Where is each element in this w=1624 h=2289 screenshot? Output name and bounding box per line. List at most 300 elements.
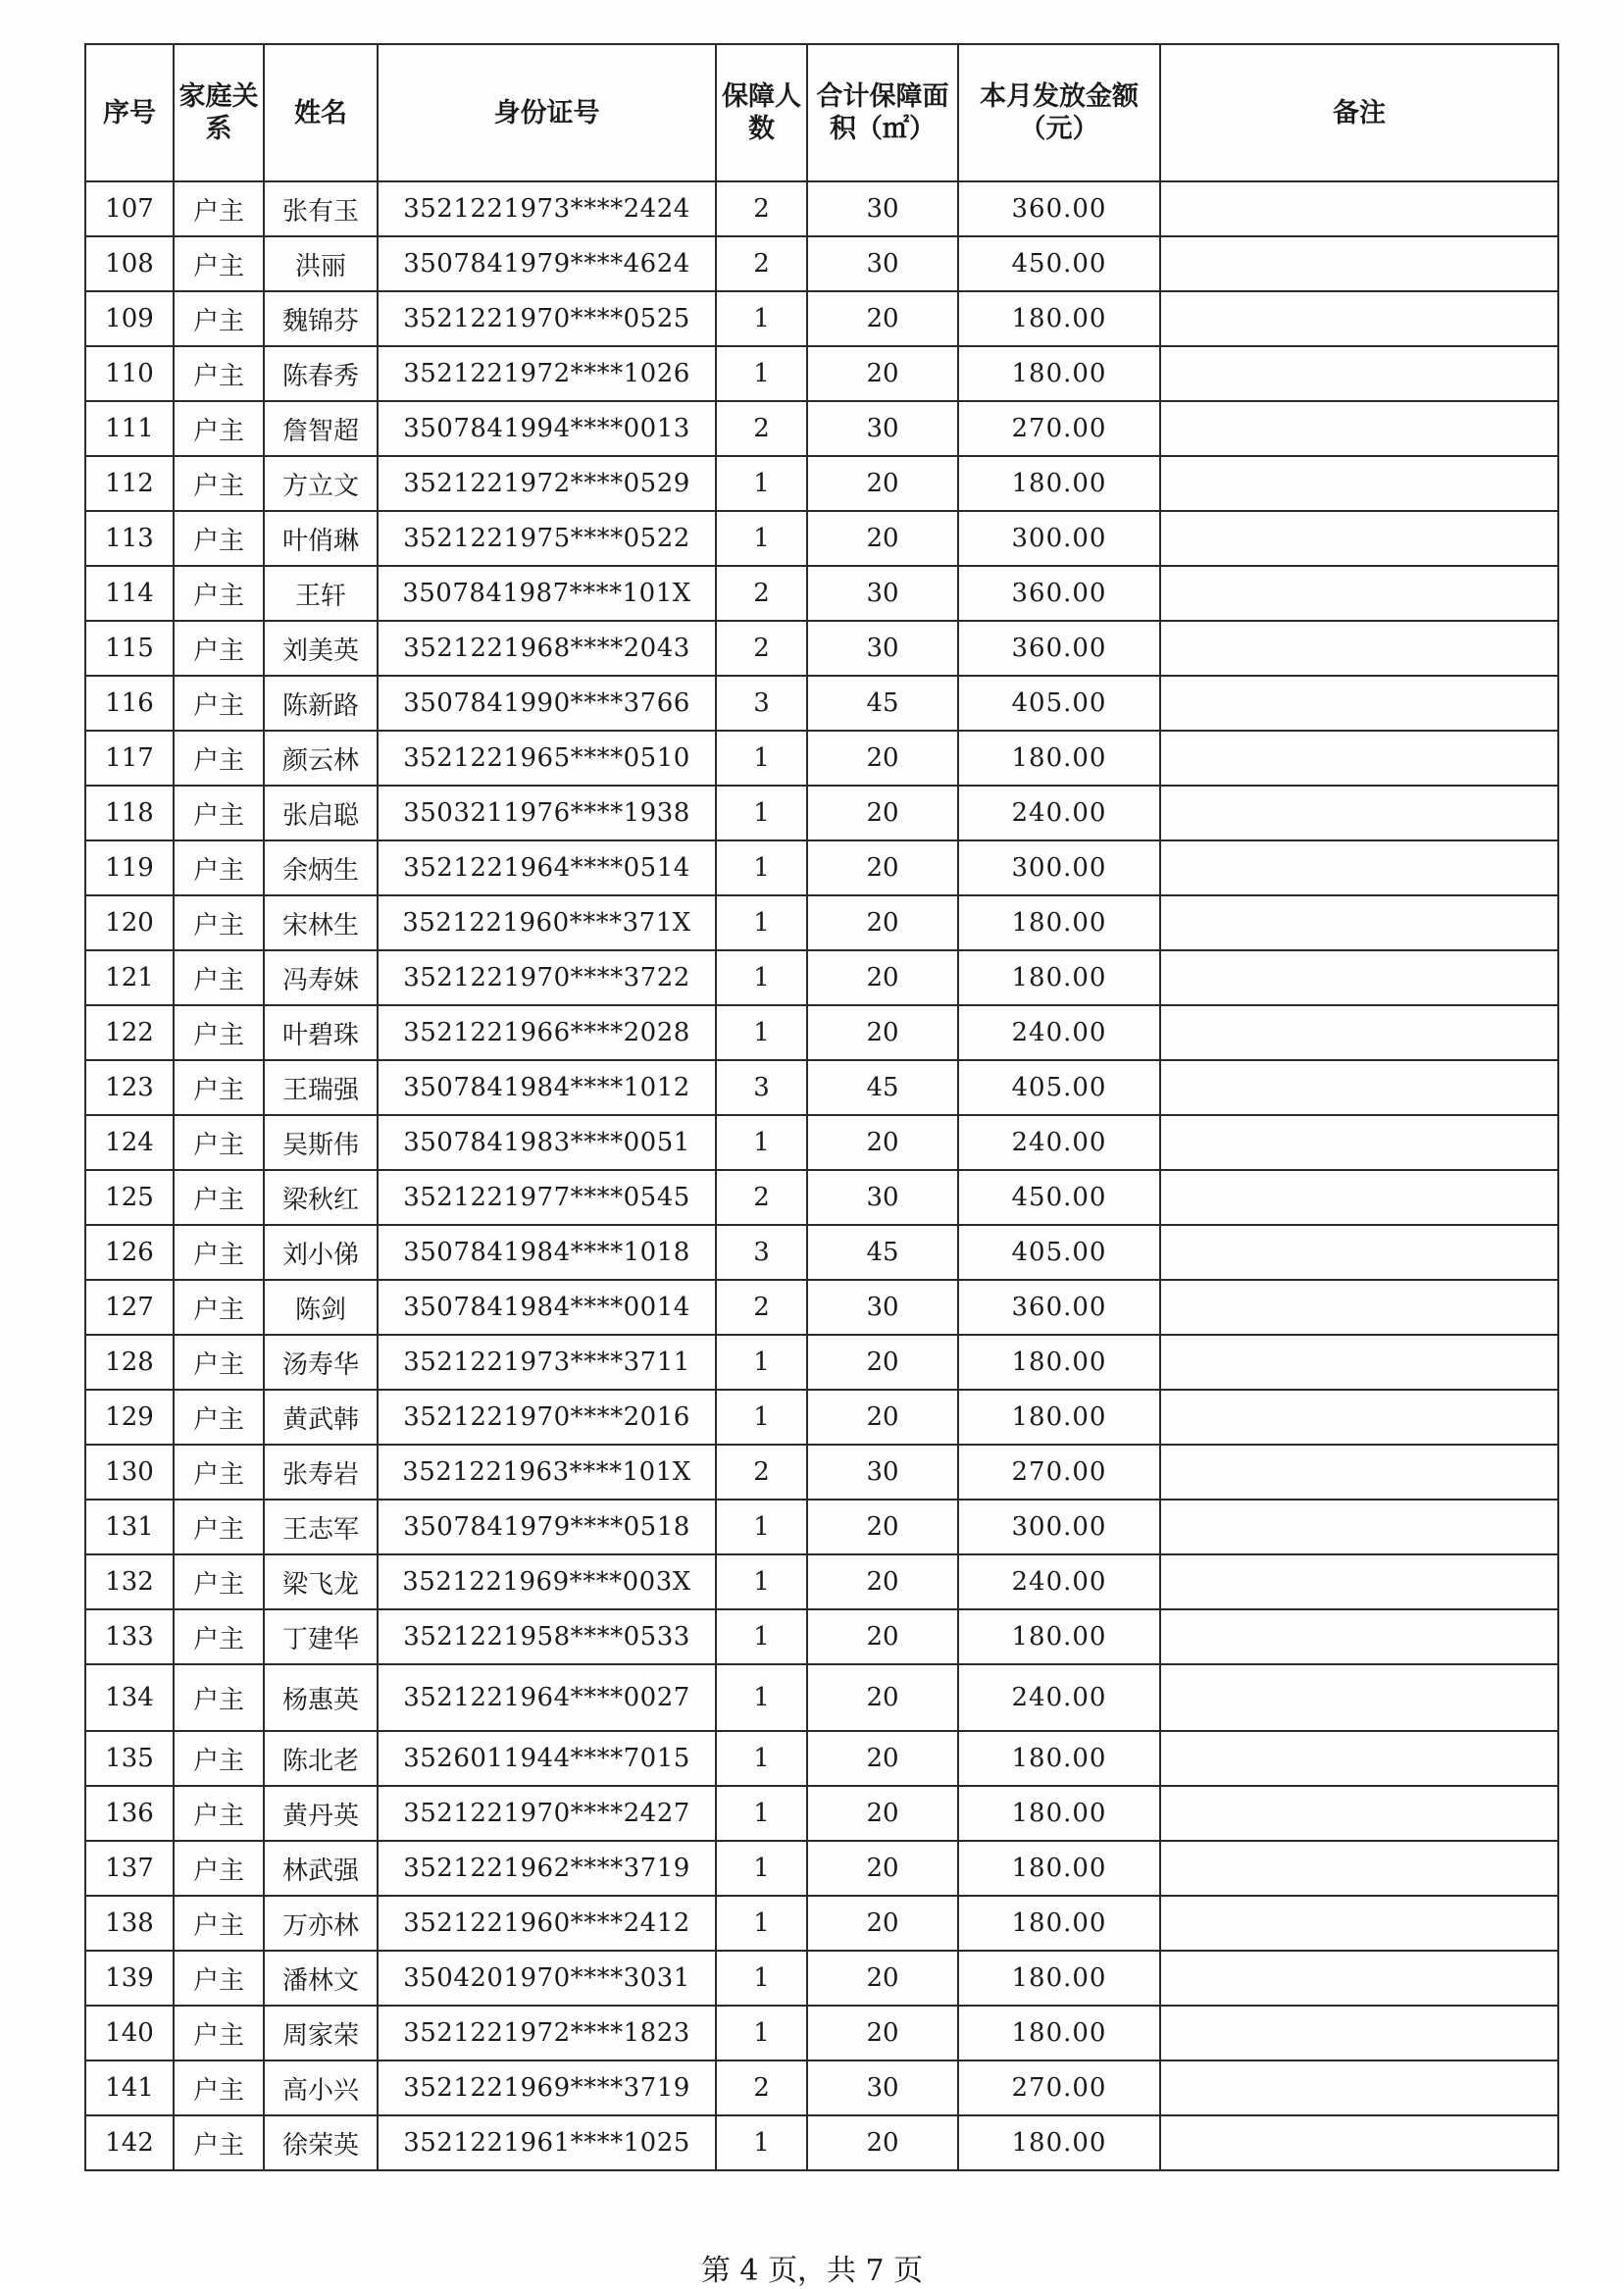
cell-persons: 1 <box>716 2006 807 2060</box>
cell-amount: 180.00 <box>958 1896 1160 1951</box>
cell-remark <box>1160 346 1558 401</box>
cell-persons: 2 <box>716 621 807 676</box>
cell-remark <box>1160 1335 1558 1390</box>
cell-seq: 109 <box>85 291 174 346</box>
cell-id-number: 3521221964****0514 <box>378 840 716 895</box>
table-row <box>85 1225 1558 1280</box>
table-row <box>85 1115 1558 1170</box>
cell-area: 20 <box>807 2115 958 2170</box>
cell-name: 魏锦芬 <box>264 291 378 346</box>
cell-persons: 1 <box>716 786 807 840</box>
cell-id-number: 3521221960****371X <box>378 895 716 950</box>
cell-seq: 108 <box>85 236 174 291</box>
cell-amount: 240.00 <box>958 1115 1160 1170</box>
cell-name: 刘美英 <box>264 621 378 676</box>
table-row <box>85 2006 1558 2060</box>
cell-name: 梁飞龙 <box>264 1554 378 1609</box>
cell-remark <box>1160 1170 1558 1225</box>
cell-remark <box>1160 950 1558 1005</box>
cell-area: 20 <box>807 456 958 511</box>
cell-remark <box>1160 1731 1558 1786</box>
cell-area: 20 <box>807 1731 958 1786</box>
cell-amount: 450.00 <box>958 1170 1160 1225</box>
cell-name: 张有玉 <box>264 181 378 236</box>
cell-name: 万亦林 <box>264 1896 378 1951</box>
cell-amount: 360.00 <box>958 621 1160 676</box>
cell-relation: 户主 <box>174 1170 264 1225</box>
cell-area: 20 <box>807 511 958 566</box>
header-row <box>85 44 1558 181</box>
cell-persons: 1 <box>716 1664 807 1731</box>
cell-name: 黄武韩 <box>264 1390 378 1445</box>
cell-seq: 132 <box>85 1554 174 1609</box>
cell-area: 45 <box>807 1225 958 1280</box>
cell-amount: 180.00 <box>958 895 1160 950</box>
cell-name: 黄丹英 <box>264 1786 378 1841</box>
cell-persons: 1 <box>716 1554 807 1609</box>
cell-area: 20 <box>807 1500 958 1554</box>
cell-seq: 141 <box>85 2060 174 2115</box>
table-row <box>85 1554 1558 1609</box>
cell-relation: 户主 <box>174 1225 264 1280</box>
header-name: 姓名 <box>264 44 378 181</box>
cell-area: 20 <box>807 786 958 840</box>
cell-name: 王志军 <box>264 1500 378 1554</box>
header-amount: 本月发放金额（元） <box>958 44 1160 181</box>
cell-amount: 240.00 <box>958 786 1160 840</box>
cell-name: 詹智超 <box>264 401 378 456</box>
table-row <box>85 236 1558 291</box>
cell-relation: 户主 <box>174 1280 264 1335</box>
table-header <box>85 44 1558 181</box>
cell-name: 林武强 <box>264 1841 378 1896</box>
cell-id-number: 3526011944****7015 <box>378 1731 716 1786</box>
cell-relation: 户主 <box>174 456 264 511</box>
cell-id-number: 3521221966****2028 <box>378 1005 716 1060</box>
cell-area: 30 <box>807 1280 958 1335</box>
cell-area: 30 <box>807 401 958 456</box>
cell-seq: 119 <box>85 840 174 895</box>
cell-relation: 户主 <box>174 1786 264 1841</box>
table-row <box>85 2115 1558 2170</box>
cell-amount: 240.00 <box>958 1554 1160 1609</box>
cell-id-number: 3521221964****0027 <box>378 1664 716 1731</box>
cell-area: 30 <box>807 236 958 291</box>
cell-persons: 1 <box>716 1896 807 1951</box>
cell-name: 方立文 <box>264 456 378 511</box>
cell-name: 高小兴 <box>264 2060 378 2115</box>
cell-persons: 2 <box>716 566 807 621</box>
table-row <box>85 731 1558 786</box>
cell-relation: 户主 <box>174 731 264 786</box>
cell-amount: 180.00 <box>958 1390 1160 1445</box>
cell-persons: 1 <box>716 1786 807 1841</box>
cell-seq: 134 <box>85 1664 174 1731</box>
cell-amount: 180.00 <box>958 1841 1160 1896</box>
cell-name: 梁秋红 <box>264 1170 378 1225</box>
cell-persons: 1 <box>716 840 807 895</box>
cell-seq: 127 <box>85 1280 174 1335</box>
cell-remark <box>1160 676 1558 731</box>
cell-area: 20 <box>807 1951 958 2006</box>
cell-id-number: 3507841984****0014 <box>378 1280 716 1335</box>
cell-seq: 115 <box>85 621 174 676</box>
cell-remark <box>1160 731 1558 786</box>
cell-id-number: 3521221958****0533 <box>378 1609 716 1664</box>
cell-amount: 180.00 <box>958 291 1160 346</box>
cell-name: 洪丽 <box>264 236 378 291</box>
cell-relation: 户主 <box>174 1445 264 1500</box>
cell-amount: 180.00 <box>958 1786 1160 1841</box>
cell-name: 宋林生 <box>264 895 378 950</box>
table-row <box>85 786 1558 840</box>
cell-amount: 180.00 <box>958 2115 1160 2170</box>
cell-remark <box>1160 1896 1558 1951</box>
cell-amount: 405.00 <box>958 676 1160 731</box>
table-row <box>85 456 1558 511</box>
cell-relation: 户主 <box>174 1609 264 1664</box>
cell-persons: 1 <box>716 731 807 786</box>
cell-remark <box>1160 181 1558 236</box>
table-row <box>85 840 1558 895</box>
cell-id-number: 3521221970****3722 <box>378 950 716 1005</box>
cell-seq: 121 <box>85 950 174 1005</box>
cell-area: 20 <box>807 1896 958 1951</box>
header-remark: 备注 <box>1160 44 1558 181</box>
table-row <box>85 1664 1558 1731</box>
cell-seq: 136 <box>85 1786 174 1841</box>
cell-area: 20 <box>807 1335 958 1390</box>
table-row <box>85 1390 1558 1445</box>
cell-amount: 300.00 <box>958 840 1160 895</box>
header-relation: 家庭关系 <box>174 44 264 181</box>
cell-seq: 111 <box>85 401 174 456</box>
header-seq: 序号 <box>85 44 174 181</box>
cell-remark <box>1160 1115 1558 1170</box>
cell-relation: 户主 <box>174 621 264 676</box>
cell-relation: 户主 <box>174 2006 264 2060</box>
cell-remark <box>1160 1554 1558 1609</box>
cell-relation: 户主 <box>174 676 264 731</box>
cell-area: 20 <box>807 731 958 786</box>
cell-persons: 1 <box>716 511 807 566</box>
cell-area: 20 <box>807 1841 958 1896</box>
header-id: 身份证号 <box>378 44 716 181</box>
table-row <box>85 895 1558 950</box>
table-row <box>85 1951 1558 2006</box>
cell-relation: 户主 <box>174 1335 264 1390</box>
cell-id-number: 3521221969****3719 <box>378 2060 716 2115</box>
cell-amount: 360.00 <box>958 1280 1160 1335</box>
cell-name: 王轩 <box>264 566 378 621</box>
cell-amount: 270.00 <box>958 401 1160 456</box>
cell-remark <box>1160 895 1558 950</box>
cell-persons: 3 <box>716 1060 807 1115</box>
cell-amount: 180.00 <box>958 950 1160 1005</box>
cell-name: 吴斯伟 <box>264 1115 378 1170</box>
cell-amount: 270.00 <box>958 1445 1160 1500</box>
cell-seq: 123 <box>85 1060 174 1115</box>
cell-seq: 113 <box>85 511 174 566</box>
cell-id-number: 3507841990****3766 <box>378 676 716 731</box>
cell-name: 陈北老 <box>264 1731 378 1786</box>
cell-seq: 130 <box>85 1445 174 1500</box>
cell-persons: 1 <box>716 2115 807 2170</box>
cell-persons: 2 <box>716 1170 807 1225</box>
cell-remark <box>1160 786 1558 840</box>
cell-seq: 128 <box>85 1335 174 1390</box>
cell-relation: 户主 <box>174 401 264 456</box>
table-row <box>85 1445 1558 1500</box>
cell-remark <box>1160 1609 1558 1664</box>
table-row <box>85 401 1558 456</box>
cell-id-number: 3521221973****3711 <box>378 1335 716 1390</box>
cell-name: 颜云林 <box>264 731 378 786</box>
cell-relation: 户主 <box>174 2115 264 2170</box>
cell-amount: 180.00 <box>958 2006 1160 2060</box>
cell-area: 30 <box>807 2060 958 2115</box>
cell-name: 陈春秀 <box>264 346 378 401</box>
cell-id-number: 3507841987****101X <box>378 566 716 621</box>
cell-relation: 户主 <box>174 2060 264 2115</box>
cell-persons: 1 <box>716 1335 807 1390</box>
cell-area: 20 <box>807 1005 958 1060</box>
cell-relation: 户主 <box>174 1731 264 1786</box>
cell-relation: 户主 <box>174 1060 264 1115</box>
cell-area: 30 <box>807 1170 958 1225</box>
cell-remark <box>1160 2115 1558 2170</box>
cell-name: 张寿岩 <box>264 1445 378 1500</box>
cell-area: 45 <box>807 1060 958 1115</box>
cell-seq: 112 <box>85 456 174 511</box>
cell-relation: 户主 <box>174 786 264 840</box>
cell-remark <box>1160 1005 1558 1060</box>
cell-id-number: 3521221968****2043 <box>378 621 716 676</box>
cell-seq: 133 <box>85 1609 174 1664</box>
cell-id-number: 3521221963****101X <box>378 1445 716 1500</box>
cell-id-number: 3507841994****0013 <box>378 401 716 456</box>
cell-id-number: 3521221977****0545 <box>378 1170 716 1225</box>
cell-amount: 270.00 <box>958 2060 1160 2115</box>
cell-remark <box>1160 511 1558 566</box>
cell-id-number: 3504201970****3031 <box>378 1951 716 2006</box>
table-row <box>85 346 1558 401</box>
cell-id-number: 3521221962****3719 <box>378 1841 716 1896</box>
cell-remark <box>1160 1841 1558 1896</box>
cell-amount: 405.00 <box>958 1225 1160 1280</box>
cell-persons: 2 <box>716 181 807 236</box>
cell-persons: 1 <box>716 1390 807 1445</box>
cell-area: 30 <box>807 1445 958 1500</box>
cell-relation: 户主 <box>174 840 264 895</box>
cell-seq: 120 <box>85 895 174 950</box>
cell-area: 20 <box>807 950 958 1005</box>
cell-seq: 140 <box>85 2006 174 2060</box>
cell-id-number: 3521221970****2016 <box>378 1390 716 1445</box>
cell-amount: 240.00 <box>958 1664 1160 1731</box>
cell-amount: 360.00 <box>958 566 1160 621</box>
cell-amount: 180.00 <box>958 1609 1160 1664</box>
table-row <box>85 511 1558 566</box>
cell-seq: 110 <box>85 346 174 401</box>
cell-remark <box>1160 1445 1558 1500</box>
cell-relation: 户主 <box>174 1005 264 1060</box>
cell-seq: 118 <box>85 786 174 840</box>
cell-area: 30 <box>807 621 958 676</box>
cell-area: 20 <box>807 895 958 950</box>
cell-relation: 户主 <box>174 566 264 621</box>
cell-id-number: 3521221972****0529 <box>378 456 716 511</box>
cell-persons: 1 <box>716 950 807 1005</box>
cell-area: 45 <box>807 676 958 731</box>
cell-relation: 户主 <box>174 895 264 950</box>
cell-name: 陈新路 <box>264 676 378 731</box>
table-row <box>85 1609 1558 1664</box>
cell-remark <box>1160 840 1558 895</box>
cell-area: 20 <box>807 1609 958 1664</box>
cell-area: 20 <box>807 840 958 895</box>
cell-persons: 2 <box>716 1280 807 1335</box>
table-row <box>85 2060 1558 2115</box>
cell-seq: 125 <box>85 1170 174 1225</box>
table-row <box>85 1841 1558 1896</box>
cell-seq: 122 <box>85 1005 174 1060</box>
cell-seq: 139 <box>85 1951 174 2006</box>
cell-id-number: 3521221970****2427 <box>378 1786 716 1841</box>
cell-persons: 2 <box>716 401 807 456</box>
cell-seq: 107 <box>85 181 174 236</box>
cell-remark <box>1160 1951 1558 2006</box>
cell-seq: 129 <box>85 1390 174 1445</box>
cell-name: 余炳生 <box>264 840 378 895</box>
cell-id-number: 3507841979****0518 <box>378 1500 716 1554</box>
cell-remark <box>1160 1060 1558 1115</box>
cell-persons: 1 <box>716 1115 807 1170</box>
header-persons: 保障人数 <box>716 44 807 181</box>
cell-name: 周家荣 <box>264 2006 378 2060</box>
cell-remark <box>1160 1390 1558 1445</box>
cell-remark <box>1160 1664 1558 1731</box>
cell-relation: 户主 <box>174 1896 264 1951</box>
cell-persons: 1 <box>716 1500 807 1554</box>
cell-name: 冯寿妹 <box>264 950 378 1005</box>
table-row <box>85 676 1558 731</box>
cell-id-number: 3507841984****1018 <box>378 1225 716 1280</box>
cell-persons: 1 <box>716 1005 807 1060</box>
subsidy-table <box>84 43 1559 2171</box>
cell-amount: 300.00 <box>958 511 1160 566</box>
cell-seq: 131 <box>85 1500 174 1554</box>
cell-id-number: 3521221965****0510 <box>378 731 716 786</box>
table-row <box>85 1335 1558 1390</box>
cell-id-number: 3521221969****003X <box>378 1554 716 1609</box>
cell-relation: 户主 <box>174 1951 264 2006</box>
cell-id-number: 3521221960****2412 <box>378 1896 716 1951</box>
cell-relation: 户主 <box>174 346 264 401</box>
cell-amount: 180.00 <box>958 731 1160 786</box>
cell-name: 杨惠英 <box>264 1664 378 1731</box>
cell-area: 20 <box>807 1664 958 1731</box>
cell-relation: 户主 <box>174 950 264 1005</box>
cell-id-number: 3521221970****0525 <box>378 291 716 346</box>
cell-remark <box>1160 236 1558 291</box>
cell-amount: 180.00 <box>958 456 1160 511</box>
cell-amount: 180.00 <box>958 1731 1160 1786</box>
cell-persons: 2 <box>716 1445 807 1500</box>
cell-amount: 405.00 <box>958 1060 1160 1115</box>
cell-id-number: 3521221961****1025 <box>378 2115 716 2170</box>
cell-remark <box>1160 2060 1558 2115</box>
cell-name: 丁建华 <box>264 1609 378 1664</box>
cell-name: 王瑞强 <box>264 1060 378 1115</box>
cell-area: 20 <box>807 1786 958 1841</box>
cell-id-number: 3507841984****1012 <box>378 1060 716 1115</box>
cell-remark <box>1160 456 1558 511</box>
cell-seq: 135 <box>85 1731 174 1786</box>
cell-area: 20 <box>807 346 958 401</box>
cell-relation: 户主 <box>174 1841 264 1896</box>
table-row <box>85 566 1558 621</box>
cell-persons: 1 <box>716 1841 807 1896</box>
table-row <box>85 950 1558 1005</box>
cell-id-number: 3521221972****1823 <box>378 2006 716 2060</box>
cell-seq: 116 <box>85 676 174 731</box>
cell-amount: 360.00 <box>958 181 1160 236</box>
cell-id-number: 3507841979****4624 <box>378 236 716 291</box>
cell-relation: 户主 <box>174 1390 264 1445</box>
cell-relation: 户主 <box>174 1664 264 1731</box>
table-row <box>85 291 1558 346</box>
cell-persons: 1 <box>716 346 807 401</box>
cell-seq: 124 <box>85 1115 174 1170</box>
cell-remark <box>1160 621 1558 676</box>
cell-area: 30 <box>807 566 958 621</box>
cell-remark <box>1160 1786 1558 1841</box>
cell-amount: 240.00 <box>958 1005 1160 1060</box>
cell-id-number: 3507841983****0051 <box>378 1115 716 1170</box>
cell-persons: 1 <box>716 291 807 346</box>
cell-persons: 1 <box>716 895 807 950</box>
table-row <box>85 1731 1558 1786</box>
cell-seq: 138 <box>85 1896 174 1951</box>
cell-persons: 2 <box>716 2060 807 2115</box>
cell-area: 20 <box>807 1554 958 1609</box>
table-row <box>85 1005 1558 1060</box>
cell-relation: 户主 <box>174 291 264 346</box>
table-row <box>85 1500 1558 1554</box>
cell-remark <box>1160 1280 1558 1335</box>
cell-relation: 户主 <box>174 511 264 566</box>
cell-id-number: 3503211976****1938 <box>378 786 716 840</box>
cell-name: 叶俏琳 <box>264 511 378 566</box>
table-row <box>85 1170 1558 1225</box>
page-number: 第 4 页，共 7 页 <box>700 2254 924 2288</box>
cell-name: 汤寿华 <box>264 1335 378 1390</box>
cell-id-number: 3521221975****0522 <box>378 511 716 566</box>
table-row <box>85 621 1558 676</box>
cell-remark <box>1160 1225 1558 1280</box>
table-row <box>85 1280 1558 1335</box>
cell-remark <box>1160 291 1558 346</box>
cell-seq: 142 <box>85 2115 174 2170</box>
cell-seq: 114 <box>85 566 174 621</box>
cell-amount: 300.00 <box>958 1500 1160 1554</box>
cell-name: 张启聪 <box>264 786 378 840</box>
cell-id-number: 3521221972****1026 <box>378 346 716 401</box>
cell-relation: 户主 <box>174 1554 264 1609</box>
cell-amount: 180.00 <box>958 1335 1160 1390</box>
cell-id-number: 3521221973****2424 <box>378 181 716 236</box>
